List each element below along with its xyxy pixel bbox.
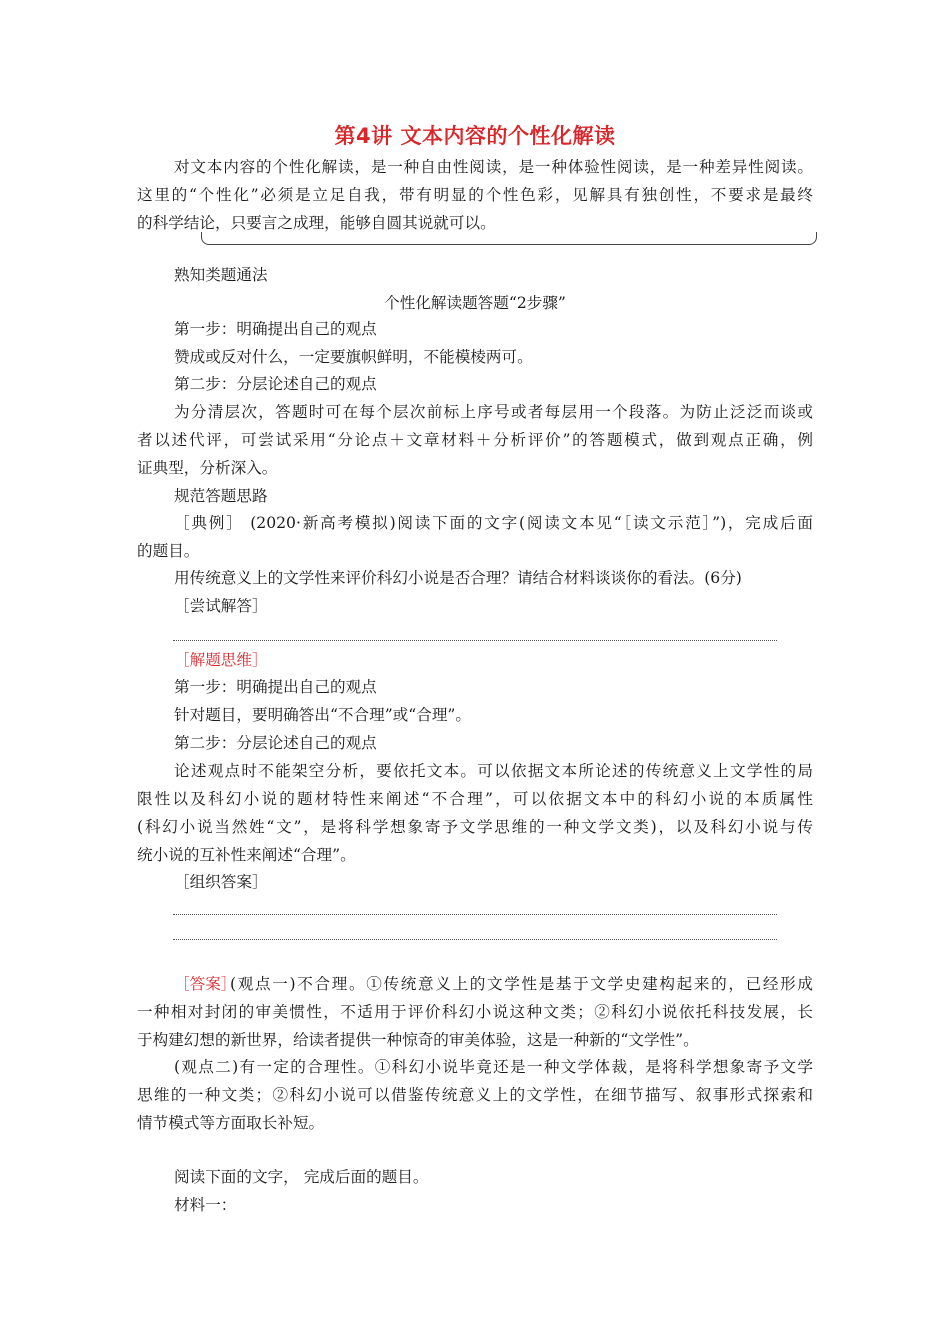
step2-line-1: 为分清层次，答题时可在每个层次前标上序号或者每层用一个段落。为防止泛泛而谈或 [174, 403, 813, 421]
thinking-line-2: 限性以及科幻小说的题材特性来阐述“不合理”，可以依据文本中的科幻小说的本质属性 [137, 790, 813, 808]
answer-blank-line [173, 640, 777, 641]
thinking-step2-heading: 第二步：分层论述自己的观点 [174, 734, 377, 752]
thinking-line-4: 统小说的互补性来阐述“合理”。 [137, 846, 356, 864]
page-title: 第4讲 文本内容的个性化解读 [334, 124, 616, 148]
example-line-2: 的题目。 [137, 542, 200, 560]
answer1-line-1: (观点一)不合理。①传统意义上的文学性是基于文学史建构起来的，已经形成 [230, 975, 813, 993]
section-subheading-steps: 个性化解读题答题“2步骤” [384, 294, 566, 312]
answer-blank-line [173, 914, 777, 915]
thinking-step1-text: 针对题目，要明确答出“不合理”或“合理”。 [174, 706, 471, 724]
answer-label: ［答案］ [174, 975, 237, 993]
answer1-line-2: 一种相对封闭的审美惯性，不适用于评价科幻小说这种文类；②科幻小说依托科技发展，长 [137, 1003, 813, 1021]
section-heading-approach: 规范答题思路 [174, 487, 268, 505]
example-line-1: ［典例］ (2020·新高考模拟)阅读下面的文字(阅读文本见“［读文示范］”)，完成后面 [174, 514, 813, 532]
answer-blank-line [173, 939, 777, 940]
step2-heading: 第二步：分层论述自己的观点 [174, 375, 377, 393]
answer2-line-3: 情节模式等方面取长补短。 [137, 1114, 325, 1132]
step1-text: 赞成或反对什么，一定要旗帜鲜明，不能模棱两可。 [174, 348, 533, 366]
answer1-line-3: 于构建幻想的新世界，给读者提供一种惊奇的审美体验，这是一种新的“文学性”。 [137, 1031, 699, 1049]
intro-line-3: 的科学结论，只要言之成理，能够自圆其说就可以。 [137, 214, 496, 232]
example-question: 用传统意义上的文学性来评价科幻小说是否合理？请结合材料谈谈你的看法。(6分) [174, 569, 742, 587]
reading-instruction: 阅读下面的文字， 完成后面的题目。 [174, 1168, 429, 1186]
organize-answer-label: ［组织答案］ [174, 873, 268, 891]
intro-bracket-divider [201, 232, 817, 245]
answer2-line-1: (观点二)有一定的合理性。①科幻小说毕竟还是一种文学体裁，是将科学想象寄予文学 [174, 1058, 813, 1076]
thinking-line-1: 论述观点时不能架空分析，要依托文本。可以依据文本所论述的传统意义上文学性的局 [174, 762, 813, 780]
step2-line-3: 证典型，分析深入。 [137, 459, 278, 477]
thinking-label: ［解题思维］ [174, 651, 268, 669]
thinking-line-3: (科幻小说当然姓“文”，是将科学想象寄予文学思维的一种文学文类)，以及科幻小说与传 [137, 818, 813, 836]
answer2-line-2: 思维的一种文类；②科幻小说可以借鉴传统意义上的文学性，在细节描写、叙事形式探索和 [137, 1086, 813, 1104]
intro-line-1: 对文本内容的个性化解读，是一种自由性阅读，是一种体验性阅读，是一种差异性阅读。 [174, 158, 813, 176]
step1-heading: 第一步：明确提出自己的观点 [174, 320, 377, 338]
section-heading-methods: 熟知类题通法 [174, 266, 268, 284]
material-label: 材料一： [174, 1196, 237, 1214]
try-answer-label: ［尝试解答］ [174, 597, 268, 615]
intro-line-2: 这里的“个性化”必须是立足自我，带有明显的个性色彩，见解具有独创性，不要求是最终 [137, 186, 813, 204]
step2-line-2: 者以述代评，可尝试采用“分论点＋文章材料＋分析评价”的答题模式，做到观点正确，例 [137, 431, 813, 449]
thinking-step1-heading: 第一步：明确提出自己的观点 [174, 678, 377, 696]
